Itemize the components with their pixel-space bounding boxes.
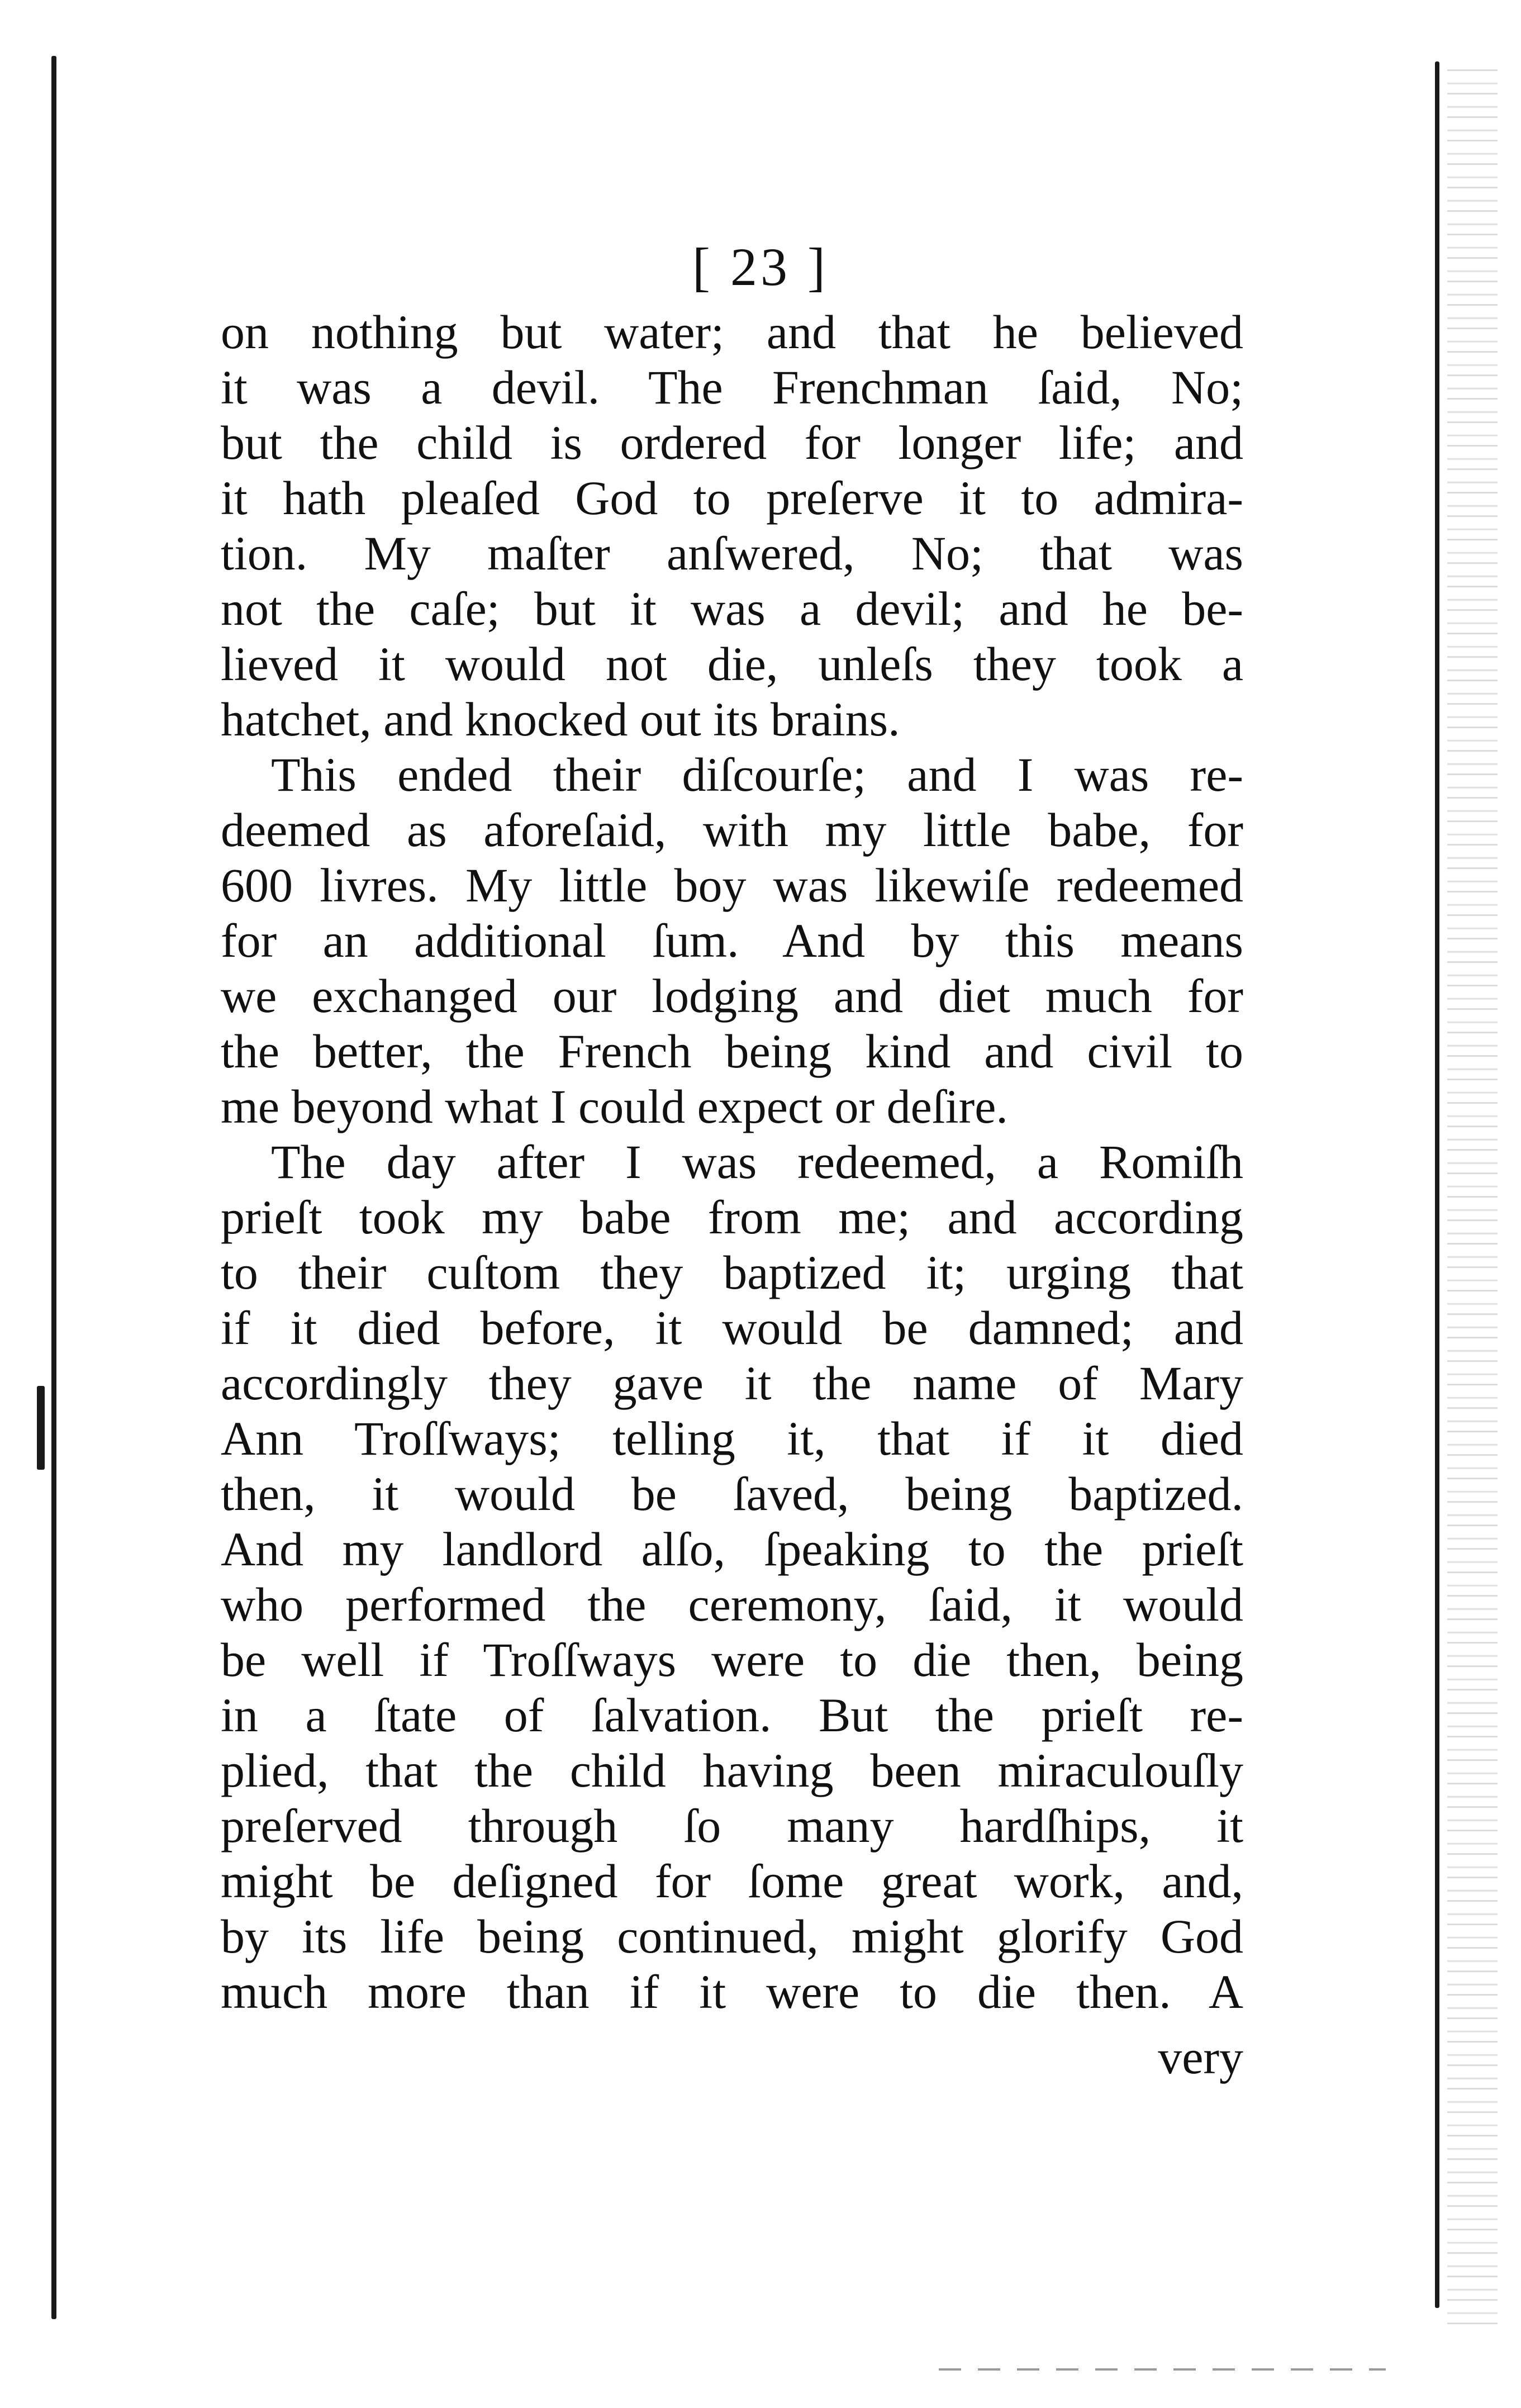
text-line: me beyond what I could expect or deſire. [221, 1080, 1008, 1133]
bottom-edge-dashes [939, 2368, 1386, 2371]
text-line: preſerved through ſo many hardſhips, it [221, 1799, 1243, 1853]
text-line: 600 livres. My little boy was likewiſe redeemed [221, 858, 1243, 912]
catchword: very [1158, 2030, 1243, 2084]
text-line: prieſt took my babe from me; and according [221, 1190, 1243, 1244]
text-line: if it died before, it would be damned; and [221, 1301, 1243, 1355]
text-line: be well if Troſſways were to die then, being [221, 1633, 1243, 1687]
body-text [221, 305, 1243, 2020]
page-number: [ 23 ] [692, 237, 829, 297]
text-line: it hath pleaſed God to preſerve it to admira- [221, 471, 1243, 525]
text-line: This ended their diſcourſe; and I was re- [271, 748, 1243, 801]
left-binding-edge [51, 56, 56, 2319]
text-line: deemed as aforeſaid, with my little babe, for [221, 803, 1243, 857]
text-line: accordingly they gave it the name of Mary [221, 1356, 1243, 1410]
text-line: Ann Troſſways; telling it, that if it died [221, 1412, 1243, 1465]
text-line: much more than if it were to die then. A [221, 1965, 1243, 2018]
text-line: then, it would be ſaved, being baptized. [221, 1467, 1243, 1521]
text-line: The day after I was redeemed, a Romiſh [271, 1135, 1243, 1189]
text-line: lieved it would not die, unleſs they took a [221, 637, 1243, 691]
right-page-edge [1435, 61, 1439, 2308]
text-line: tion. My maſter anſwered, No; that was [221, 526, 1243, 580]
text-line: not the caſe; but it was a devil; and he be- [221, 582, 1243, 635]
text-line: And my landlord alſo, ſpeaking to the prieſt [221, 1522, 1243, 1576]
text-line: by its life being continued, might glorify God [221, 1910, 1243, 1963]
text-line: it was a devil. The Frenchman ſaid, No; [221, 360, 1243, 414]
text-line: might be deſigned for ſome great work, and, [221, 1854, 1243, 1908]
text-line: we exchanged our lodging and diet much for [221, 969, 1243, 1023]
text-line: hatchet, and knocked out its brains. [221, 692, 900, 746]
right-edge-scan-noise [1447, 61, 1498, 2325]
text-line: plied, that the child having been miraculouſly [221, 1744, 1243, 1797]
text-line: to their cuſtom they baptized it; urging that [221, 1246, 1243, 1299]
text-line: in a ſtate of ſalvation. But the prieſt re- [221, 1688, 1243, 1742]
text-line: for an additional ſum. And by this means [221, 914, 1243, 967]
text-line: the better, the French being kind and civil to [221, 1024, 1243, 1078]
text-line: but the child is ordered for longer life; and [221, 416, 1243, 469]
text-line: who performed the ceremony, ſaid, it would [221, 1578, 1243, 1631]
left-edge-mark [37, 1386, 45, 1470]
text-line: on nothing but water; and that he believed [221, 305, 1243, 359]
